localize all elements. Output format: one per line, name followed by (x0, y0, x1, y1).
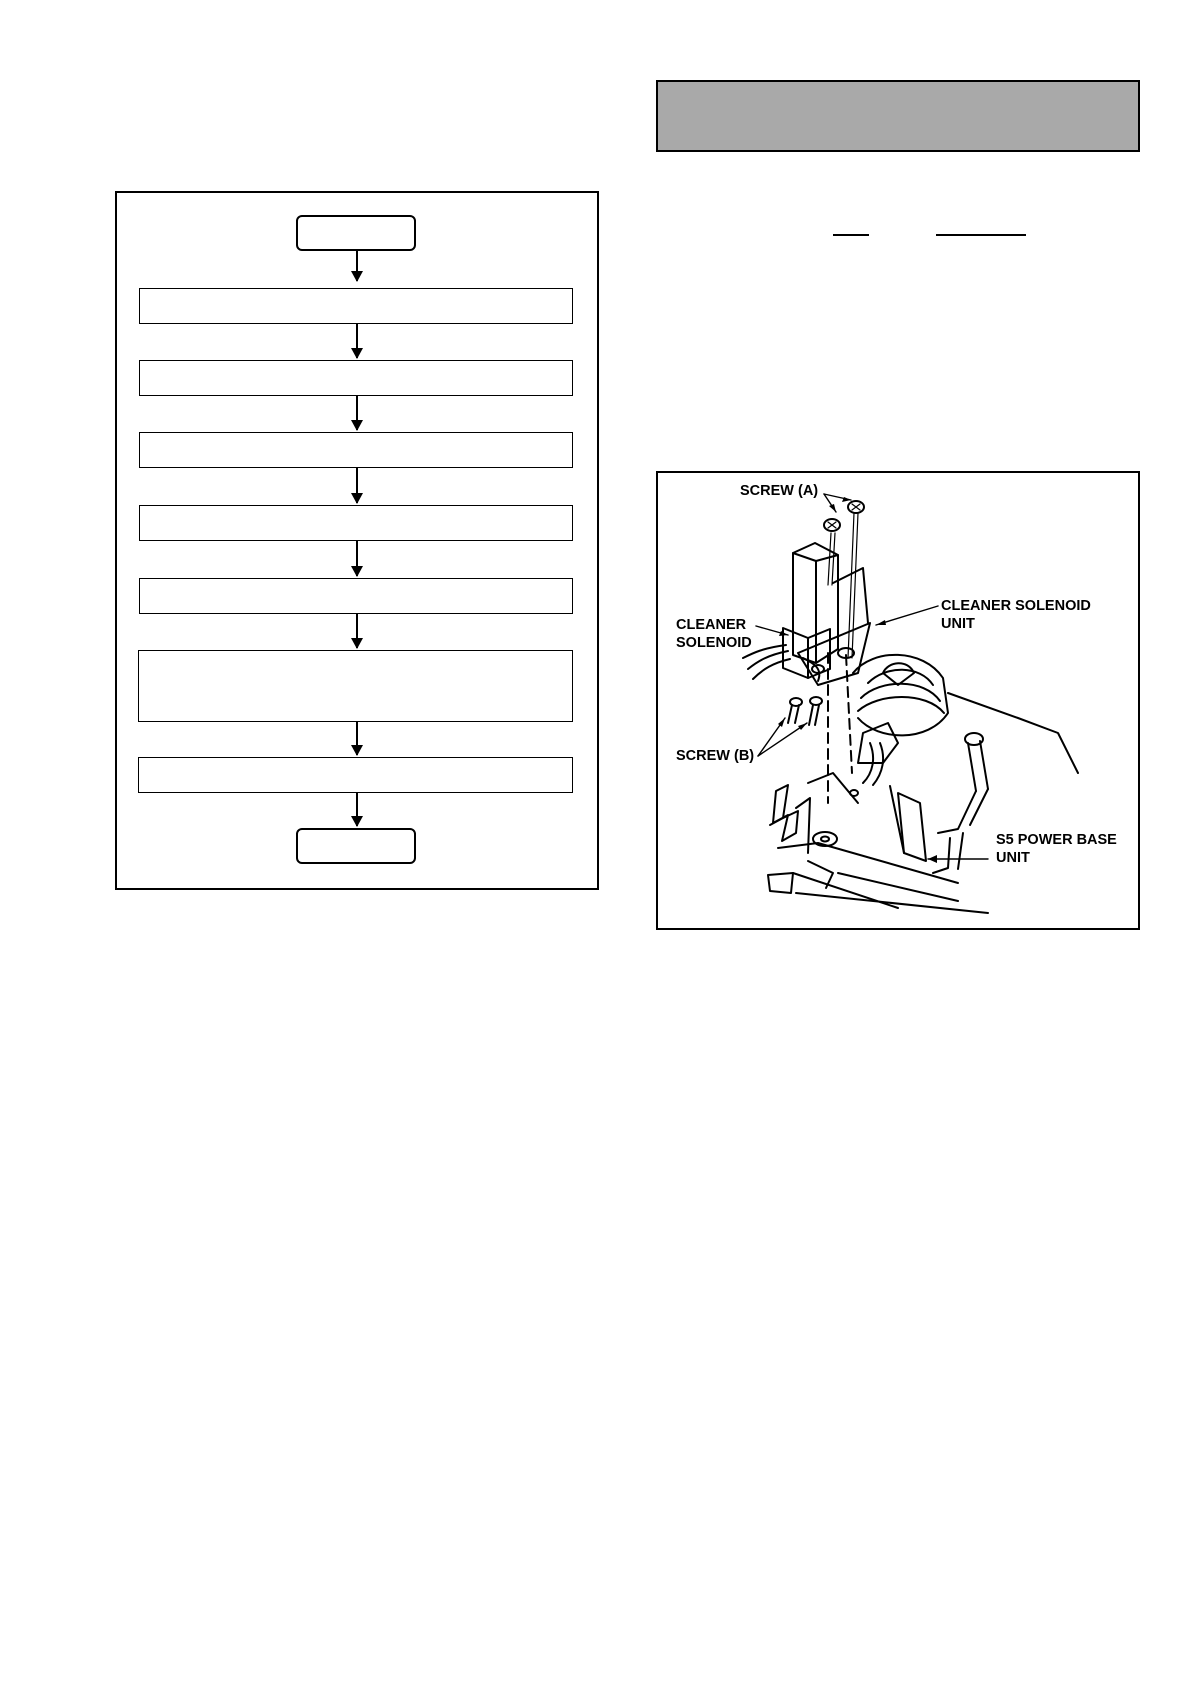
underline-rule (936, 234, 1026, 236)
cleaner-solenoid-unit-label: CLEANER SOLENOID UNIT (941, 598, 1091, 632)
disassembly-flowchart (115, 191, 599, 890)
flowchart-step-2 (139, 360, 573, 396)
screw-a-label: SCREW (A) (740, 483, 819, 499)
screw-b-label: SCREW (B) (676, 748, 755, 764)
flow-arrow (356, 468, 358, 503)
flowchart-step-5 (139, 578, 573, 614)
flow-arrow (356, 541, 358, 576)
section-header-bar (656, 80, 1140, 152)
flow-arrow (356, 251, 358, 281)
cleaner-solenoid-figure (656, 471, 1140, 930)
flowchart-step-1 (139, 288, 573, 324)
flowchart-end-terminal (296, 828, 416, 864)
flow-arrow (356, 396, 358, 430)
flowchart-step-3 (139, 432, 573, 468)
cleaner-solenoid-label: CLEANER SOLENOID (676, 617, 752, 651)
power-base-unit-label: S5 POWER BASE UNIT (996, 832, 1117, 866)
flowchart-start-terminal (296, 215, 416, 251)
flow-arrow (356, 793, 358, 826)
flow-arrow (356, 324, 358, 358)
flow-arrow (356, 614, 358, 648)
flowchart-step-4 (139, 505, 573, 541)
underline-rule (833, 234, 869, 236)
flowchart-step-7 (138, 757, 573, 793)
flow-arrow (356, 722, 358, 755)
flowchart-step-6 (138, 650, 573, 722)
